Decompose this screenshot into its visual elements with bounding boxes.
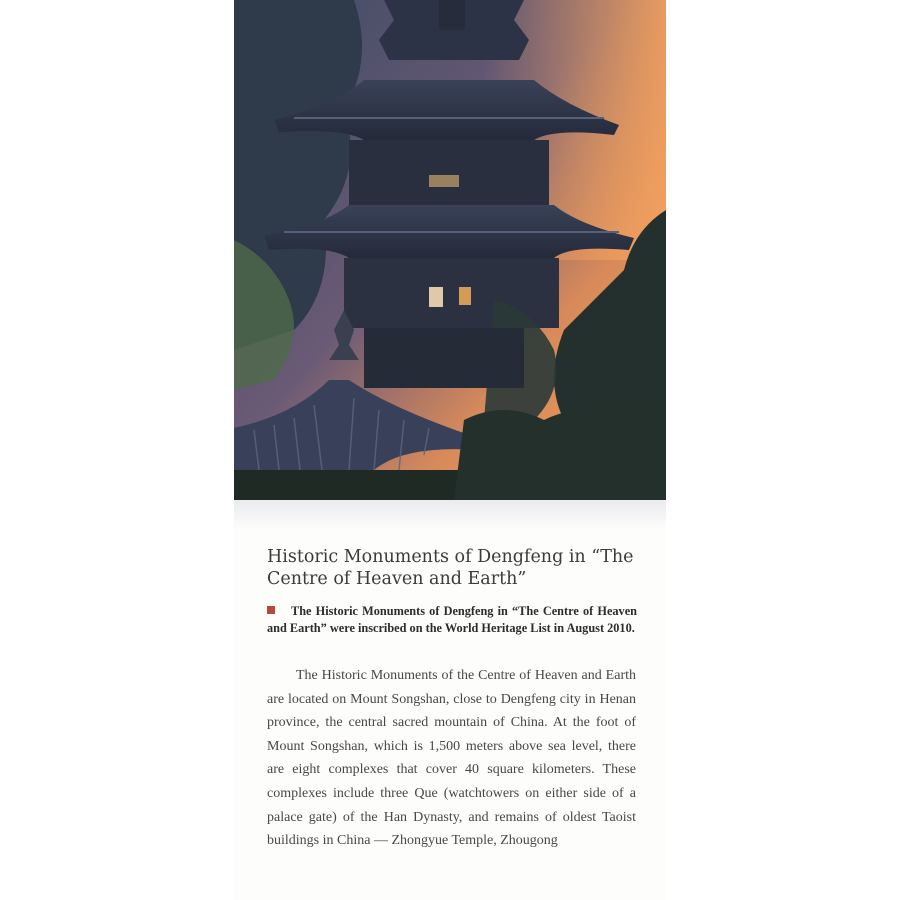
square-bullet-icon	[267, 606, 275, 614]
pagoda-photo	[234, 0, 666, 500]
document-page	[234, 0, 666, 900]
photo-fade	[234, 500, 666, 530]
lead-text: The Historic Monuments of Dengfeng in “The Centre of Heaven and Earth” were inscribed on the World Heritage List in August 2010.	[267, 604, 637, 635]
article-title: Historic Monuments of Dengfeng in “The Centre of Heaven and Earth”	[267, 547, 634, 589]
article-lead	[267, 603, 637, 637]
article-body: The Historic Monuments of the Centre of Heaven and Earth are located on Mount Songshan, close to Dengfeng city in Henan province, the central sacred mountain of China. At the foot of Mount Songshan, which is 1,500 meters above sea level, there are eight complexes that cover 40 square kilometers. These complexes include three Que (watchtowers on either side of a palace gate) of the Han Dynasty, and remains of oldest Taoist buildings in China — Zhongyue Temple, Zhougong	[267, 668, 636, 849]
